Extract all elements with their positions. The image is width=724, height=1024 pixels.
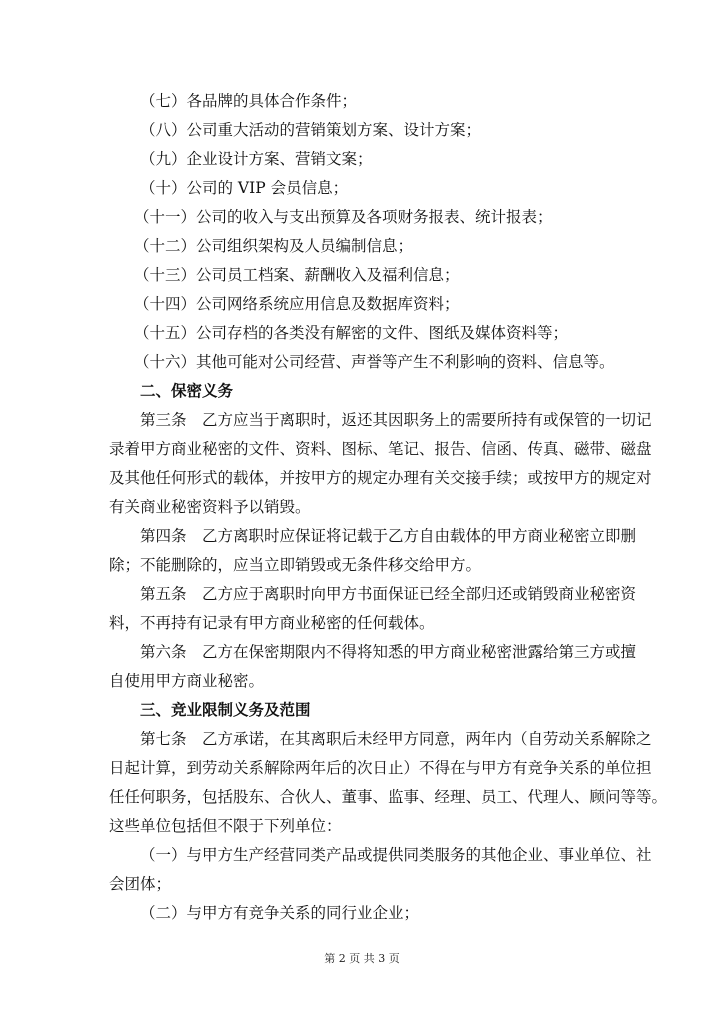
article-line: 自使用甲方商业秘密。 <box>109 672 265 690</box>
list-item: （十五）公司存档的各类没有解密的文件、图纸及媒体资料等； <box>134 324 569 342</box>
list-item: （十）公司的 VIP 会员信息； <box>140 179 349 197</box>
list-item: （十三）公司员工档案、薪酬收入及福利信息； <box>134 266 460 284</box>
page-footer: 第 2 页 共 3 页 <box>324 952 400 965</box>
article-line: 及其他任何形式的载体，并按甲方的规定办理有关交接手续；或按甲方的规定对 <box>109 469 652 487</box>
article-line: 这些单位包括但不限于下列单位： <box>109 817 342 835</box>
article-line: 任任何职务，包括股东、合伙人、董事、监事、经理、员工、代理人、顾问等等。 <box>109 788 668 806</box>
article-line: 除；不能删除的，应当立即销毁或无条件移交给甲方。 <box>109 556 482 574</box>
list-item: （十二）公司组织架构及人员编制信息； <box>134 237 414 255</box>
list-item: （十一）公司的收入与支出预算及各项财务报表、统计报表； <box>134 208 553 226</box>
list-item: （八）公司重大活动的营销策划方案、设计方案； <box>140 121 482 139</box>
list-item: （七）各品牌的具体合作条件； <box>140 92 358 110</box>
list-item: （十四）公司网络系统应用信息及数据库资料； <box>134 295 460 313</box>
list-item: （一）与甲方生产经营同类产品或提供同类服务的其他企业、事业单位、社 <box>140 846 652 864</box>
list-item: 会团体； <box>109 875 172 893</box>
article-line: 第七条 乙方承诺，在其离职后未经甲方同意，两年内（自劳动关系解除之 <box>140 730 652 748</box>
article-line: 料，不再持有记录有甲方商业秘密的任何载体。 <box>109 614 435 632</box>
section-heading: 二、保密义务 <box>140 381 234 400</box>
article-line: 第四条 乙方离职时应保证将记载于乙方自由载体的甲方商业秘密立即删 <box>140 527 637 545</box>
section-heading: 三、竞业限制义务及范围 <box>140 700 311 719</box>
list-item: （二）与甲方有竞争关系的同行业企业； <box>140 904 420 922</box>
article-line: 日起计算，到劳动关系解除两年后的次日止）不得在与甲方有竞争关系的单位担 <box>109 759 652 777</box>
list-item: （十六）其他可能对公司经营、声誉等产生不利影响的资料、信息等。 <box>134 353 615 371</box>
article-line: 第六条 乙方在保密期限内不得将知悉的甲方商业秘密泄露给第三方或擅 <box>140 643 637 661</box>
list-item: （九）企业设计方案、营销文案； <box>140 150 373 168</box>
article-line: 录着甲方商业秘密的文件、资料、图标、笔记、报告、信函、传真、磁带、磁盘 <box>109 440 652 458</box>
article-line: 第三条 乙方应当于离职时，返还其因职务上的需要所持有或保管的一切记 <box>140 411 652 429</box>
article-line: 第五条 乙方应于离职时向甲方书面保证已经全部归还或销毁商业秘密资 <box>140 585 637 603</box>
article-line: 有关商业秘密资料予以销毁。 <box>109 498 311 516</box>
